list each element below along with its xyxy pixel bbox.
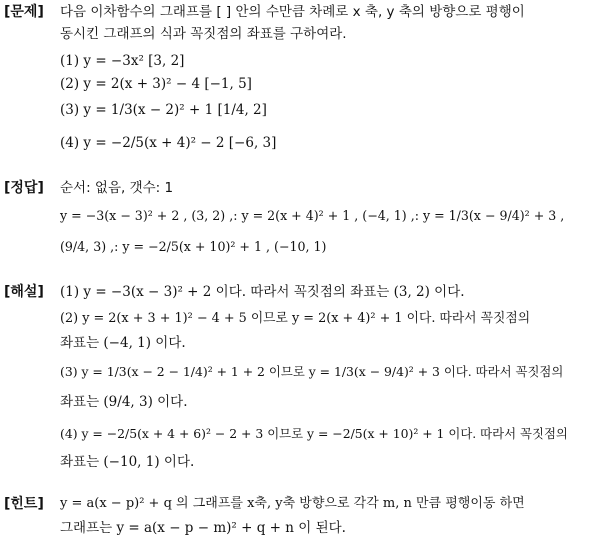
- problem-item-4: (4) y = −2/5(x + 4)² − 2 [−6, 3]: [60, 135, 277, 151]
- explanation-line-2: (2) y = 2(x + 3 + 1)² − 4 + 5 이므로 y = 2(x + 4)² + 1 이다. 따라서 꼭짓점의: [60, 311, 531, 326]
- hint-tag: [힌트]: [4, 496, 44, 512]
- problem-line-1: 다음 이차함수의 그래프를 [ ] 안의 수만큼 차례로 x 축, y 축의 방향으로 평행이: [60, 4, 525, 20]
- answer-line-2: y = −3(x − 3)² + 2 , (3, 2) ,: y = 2(x + 4)² + 1 , (−4, 1) ,: y = 1/3(x − 9/4)² + 3 ,: [60, 208, 565, 223]
- explanation-tag: [해설]: [4, 284, 44, 300]
- problem-item-2: (2) y = 2(x + 3)² − 4 [−1, 5]: [60, 76, 252, 92]
- hint-line-2: 그래프는 y = a(x − p − m)² + q + n 이 된다.: [60, 520, 346, 536]
- problem-item-1: (1) y = −3x² [3, 2]: [60, 53, 185, 69]
- explanation-line-1: (1) y = −3(x − 3)² + 2 이다. 따라서 꼭짓점의 좌표는 (3, 2) 이다.: [60, 284, 465, 300]
- explanation-line-4: (3) y = 1/3(x − 2 − 1/4)² + 1 + 2 이므로 y = 1/3(x − 9/4)² + 3 이다. 따라서 꼭짓점의: [60, 364, 564, 379]
- hint-line-1: y = a(x − p)² + q 의 그래프를 x축, y축 방향으로 각각 m, n 만큼 평행이동 하면: [60, 496, 525, 511]
- explanation-line-7: 좌표는 (−10, 1) 이다.: [60, 454, 195, 470]
- explanation-line-6: (4) y = −2/5(x + 4 + 6)² − 2 + 3 이므로 y = −2/5(x + 10)² + 1 이다. 따라서 꼭짓점의: [60, 426, 568, 441]
- answer-line-1: 순서: 없음, 갯수: 1: [60, 180, 174, 196]
- problem-line-2: 동시킨 그래프의 식과 꼭짓점의 좌표를 구하여라.: [60, 26, 347, 42]
- explanation-line-5: 좌표는 (9/4, 3) 이다.: [60, 394, 188, 410]
- problem-item-3: (3) y = 1/3(x − 2)² + 1 [1/4, 2]: [60, 102, 267, 118]
- answer-tag: [정답]: [4, 180, 44, 196]
- problem-tag: [문제]: [4, 4, 44, 20]
- explanation-line-3: 좌표는 (−4, 1) 이다.: [60, 335, 186, 351]
- answer-line-3: (9/4, 3) ,: y = −2/5(x + 10)² + 1 , (−10, 1): [60, 239, 327, 254]
